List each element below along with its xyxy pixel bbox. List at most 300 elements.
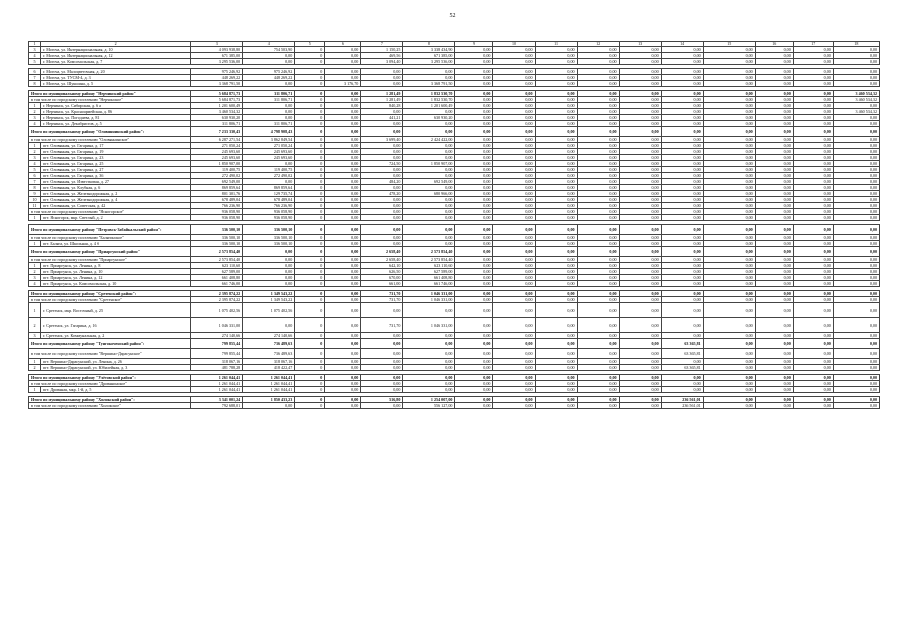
value-cell-col-14: 0,00 xyxy=(661,53,703,59)
value-cell-col-16: 0,00 xyxy=(755,263,793,269)
value-cell-col-11: 0,00 xyxy=(535,81,577,87)
value-cell-col-11: 0,00 xyxy=(535,269,577,275)
value-cell-col-5: 0 xyxy=(295,387,325,393)
value-cell-col-3: 481 788,28 xyxy=(191,365,243,371)
value-cell-col-14: 0,00 xyxy=(661,203,703,209)
value-cell-col-6: 0,00 xyxy=(325,121,361,127)
value-cell-col-7: 2 658,40 xyxy=(361,247,403,257)
value-cell-col-10: 0,00 xyxy=(493,161,535,167)
value-cell-col-7: 3 699,40 xyxy=(361,137,403,143)
value-cell-col-11: 0,00 xyxy=(535,97,577,103)
value-cell-col-11: 0,00 xyxy=(535,247,577,257)
value-cell-col-15: 0,00 xyxy=(703,209,755,215)
value-cell-col-7: 731,70 xyxy=(361,318,403,333)
value-cell-col-5: 0 xyxy=(295,291,325,297)
value-cell-col-18: 0,00 xyxy=(833,75,879,81)
value-cell-col-4: 736 489,63 xyxy=(243,339,295,349)
address-cell: пгт. Оловянная, ул. Гагарина, д. 17 xyxy=(41,143,191,149)
value-cell-col-4: 1 261 044,41 xyxy=(243,387,295,393)
value-cell-col-17: 0,00 xyxy=(793,197,833,203)
value-cell-col-5: 0 xyxy=(295,318,325,333)
value-cell-col-7: 661,00 xyxy=(361,281,403,287)
value-cell-col-4: 0,00 xyxy=(243,275,295,281)
value-cell-col-10: 0,00 xyxy=(493,235,535,241)
value-cell-col-7: 441,21 xyxy=(361,115,403,121)
address-cell: пгт. Ясногорск, мкр. Светлый, д. 2 xyxy=(41,215,191,221)
address-cell: пгт. Баляга, ул. Школьная, д. 4 б xyxy=(41,241,191,247)
value-cell-col-8: 623 110,60 xyxy=(403,263,455,269)
value-cell-col-5: 0 xyxy=(295,381,325,387)
value-cell-col-12: 0,00 xyxy=(577,103,619,109)
value-cell-col-13: 0,00 xyxy=(619,281,661,287)
value-cell-col-15: 0,00 xyxy=(703,155,755,161)
value-cell-col-12: 0,00 xyxy=(577,263,619,269)
value-cell-col-14: 0,00 xyxy=(661,161,703,167)
value-cell-col-18: 0,00 xyxy=(833,339,879,349)
value-cell-col-13: 0,00 xyxy=(619,59,661,65)
column-header-4: 4 xyxy=(243,42,295,47)
column-header-10: 10 xyxy=(493,42,535,47)
value-cell-col-12: 0,00 xyxy=(577,215,619,221)
value-cell-col-18: 0,00 xyxy=(833,103,879,109)
value-cell-col-14: 0,00 xyxy=(661,387,703,393)
value-cell-col-16: 0,00 xyxy=(755,179,793,185)
column-header-17: 17 xyxy=(793,42,833,47)
value-cell-col-4: 1 349 543,22 xyxy=(243,297,295,303)
value-cell-col-16: 0,00 xyxy=(755,191,793,197)
value-cell-col-7: 0,00 xyxy=(361,215,403,221)
value-cell-col-9: 0,00 xyxy=(455,349,493,359)
value-cell-col-4: 0,00 xyxy=(243,59,295,65)
value-cell-col-5: 0 xyxy=(295,149,325,155)
subtotal-row xyxy=(29,127,880,137)
address-cell: пгт. Оловянная, ул. Гагарина, д. 27 xyxy=(41,167,191,173)
value-cell-col-11: 0,00 xyxy=(535,291,577,297)
value-cell-col-5: 0 xyxy=(295,155,325,161)
value-cell-col-13: 0,00 xyxy=(619,167,661,173)
value-cell-col-7: 731,70 xyxy=(361,291,403,297)
value-cell-col-16: 0,00 xyxy=(755,137,793,143)
value-cell-col-5: 0 xyxy=(295,167,325,173)
value-cell-col-13: 0,00 xyxy=(619,225,661,235)
value-cell-col-8: 0,00 xyxy=(403,121,455,127)
value-cell-col-9: 0,00 xyxy=(455,303,493,318)
value-cell-col-12: 0,00 xyxy=(577,59,619,65)
value-cell-col-12: 0,00 xyxy=(577,381,619,387)
value-cell-col-11: 0,00 xyxy=(535,75,577,81)
subtotal-label: Итого по муниципальному району "Хилокский район": xyxy=(29,397,191,403)
value-cell-col-13: 0,00 xyxy=(619,241,661,247)
value-cell-col-3: 1 261 044,41 xyxy=(191,381,243,387)
value-cell-col-11: 0,00 xyxy=(535,149,577,155)
value-cell-col-11: 0,00 xyxy=(535,403,577,409)
value-cell-col-3: 274 140,66 xyxy=(191,333,243,339)
subtotal-label: в том числе по городскому поселению "Хилокское" xyxy=(29,403,191,409)
value-cell-col-9: 0,00 xyxy=(455,203,493,209)
address-cell: г. Могоча, ул. ТУСМ-4, д. 3 xyxy=(41,75,191,81)
value-cell-col-14: 0,00 xyxy=(661,318,703,333)
value-cell-col-14: 0,00 xyxy=(661,225,703,235)
subtotal-row xyxy=(29,339,880,349)
value-cell-col-17: 0,00 xyxy=(793,97,833,103)
value-cell-col-14: 0,00 xyxy=(661,241,703,247)
value-cell-col-6: 0,00 xyxy=(325,263,361,269)
value-cell-col-16: 0,00 xyxy=(755,318,793,333)
value-cell-col-5: 0 xyxy=(295,241,325,247)
value-cell-col-16: 0,00 xyxy=(755,149,793,155)
value-cell-col-13: 0,00 xyxy=(619,69,661,75)
row-number: 1 xyxy=(29,103,41,109)
value-cell-col-10: 0,00 xyxy=(493,365,535,371)
address-cell: пгт. Оловянная, ул. Клубная, д. 6 xyxy=(41,185,191,191)
value-cell-col-3: 936 058,90 xyxy=(191,215,243,221)
value-cell-col-18: 0,00 xyxy=(833,297,879,303)
column-header-3: 3 xyxy=(191,42,243,47)
value-cell-col-14: 0,00 xyxy=(661,81,703,87)
value-cell-col-4: 418 422,47 xyxy=(243,365,295,371)
value-cell-col-7: 0,00 xyxy=(361,365,403,371)
value-cell-col-9: 0,00 xyxy=(455,297,493,303)
column-header-7: 7 xyxy=(361,42,403,47)
value-cell-col-9: 0,00 xyxy=(455,109,493,115)
value-cell-col-13: 0,00 xyxy=(619,191,661,197)
value-cell-col-3: 869 859,64 xyxy=(191,185,243,191)
value-cell-col-16: 0,00 xyxy=(755,281,793,287)
value-cell-col-11: 0,00 xyxy=(535,167,577,173)
value-cell-col-7: 0,00 xyxy=(361,149,403,155)
value-cell-col-3: 1 261 044,41 xyxy=(191,387,243,393)
value-cell-col-13: 0,00 xyxy=(619,121,661,127)
value-cell-col-10: 0,00 xyxy=(493,167,535,173)
value-cell-col-10: 0,00 xyxy=(493,339,535,349)
value-cell-col-16: 0,00 xyxy=(755,161,793,167)
value-cell-col-4: 0,00 xyxy=(243,81,295,87)
value-cell-col-18: 0,00 xyxy=(833,263,879,269)
value-cell-col-11: 0,00 xyxy=(535,375,577,381)
value-cell-col-10: 0,00 xyxy=(493,143,535,149)
value-cell-col-17: 0,00 xyxy=(793,349,833,359)
value-cell-col-4: 311 806,71 xyxy=(243,91,295,97)
value-cell-col-13: 0,00 xyxy=(619,109,661,115)
value-cell-col-6: 0,00 xyxy=(325,191,361,197)
value-cell-col-17: 0,00 xyxy=(793,167,833,173)
value-cell-col-4: 936 058,90 xyxy=(243,209,295,215)
value-cell-col-10: 0,00 xyxy=(493,387,535,393)
subtotal-label: Итого по муниципальному району "Оловяннинский район": xyxy=(29,127,191,137)
value-cell-col-13: 0,00 xyxy=(619,185,661,191)
value-cell-col-8: 1 046 331,00 xyxy=(403,291,455,297)
value-cell-col-12: 0,00 xyxy=(577,69,619,75)
row-number: 3 xyxy=(29,115,41,121)
value-cell-col-18: 0,00 xyxy=(833,269,879,275)
value-cell-col-17: 0,00 xyxy=(793,257,833,263)
value-cell-col-9: 0,00 xyxy=(455,81,493,87)
value-cell-col-12: 0,00 xyxy=(577,387,619,393)
value-cell-col-14: 0,00 xyxy=(661,281,703,287)
value-cell-col-18: 0,00 xyxy=(833,203,879,209)
value-cell-col-10: 0,00 xyxy=(493,103,535,109)
value-cell-col-17: 0,00 xyxy=(793,143,833,149)
value-cell-col-7: 724,50 xyxy=(361,161,403,167)
value-cell-col-13: 0,00 xyxy=(619,53,661,59)
column-header-11: 11 xyxy=(535,42,577,47)
value-cell-col-11: 0,00 xyxy=(535,161,577,167)
value-cell-col-3: 336 500,10 xyxy=(191,225,243,235)
value-cell-col-11: 0,00 xyxy=(535,209,577,215)
value-cell-col-14: 63 365,81 xyxy=(661,339,703,349)
value-cell-col-9: 0,00 xyxy=(455,318,493,333)
value-cell-col-10: 0,00 xyxy=(493,225,535,235)
value-cell-col-18: 0,00 xyxy=(833,397,879,403)
value-cell-col-16: 0,00 xyxy=(755,365,793,371)
value-cell-col-6: 0,00 xyxy=(325,241,361,247)
value-cell-col-6: 0,00 xyxy=(325,69,361,75)
row-number: 2 xyxy=(29,365,41,371)
value-cell-col-16: 0,00 xyxy=(755,167,793,173)
row-number: 3 xyxy=(29,275,41,281)
value-cell-col-14: 0,00 xyxy=(661,191,703,197)
value-cell-col-17: 0,00 xyxy=(793,115,833,121)
value-cell-col-4: 311 806,71 xyxy=(243,121,295,127)
value-cell-col-15: 0,00 xyxy=(703,403,755,409)
value-cell-col-12: 0,00 xyxy=(577,359,619,365)
value-cell-col-6: 0,00 xyxy=(325,387,361,393)
row-number: 2 xyxy=(29,318,41,333)
value-cell-col-7: 0,00 xyxy=(361,121,403,127)
value-cell-col-9: 0,00 xyxy=(455,215,493,221)
value-cell-col-5: 0 xyxy=(295,215,325,221)
value-cell-col-18: 0,00 xyxy=(833,121,879,127)
value-cell-col-7: 0,00 xyxy=(361,387,403,393)
value-cell-col-13: 0,00 xyxy=(619,115,661,121)
value-cell-col-9: 0,00 xyxy=(455,127,493,137)
value-cell-col-4: 1 349 543,22 xyxy=(243,291,295,297)
row-number: 4 xyxy=(29,161,41,167)
value-cell-col-14: 0,00 xyxy=(661,381,703,387)
value-cell-col-7: 3 094,40 xyxy=(361,59,403,65)
value-cell-col-9: 0,00 xyxy=(455,257,493,263)
value-cell-col-18: 0,00 xyxy=(833,155,879,161)
value-cell-col-11: 0,00 xyxy=(535,137,577,143)
value-cell-col-17: 0,00 xyxy=(793,365,833,371)
row-number: 4 xyxy=(29,121,41,127)
value-cell-col-7: 0,00 xyxy=(361,303,403,318)
value-cell-col-5: 0 xyxy=(295,203,325,209)
value-cell-col-4: 336 500,10 xyxy=(243,235,295,241)
value-cell-col-5: 0 xyxy=(295,333,325,339)
value-cell-col-3: 3 460 534,32 xyxy=(191,109,243,115)
value-cell-col-15: 0,00 xyxy=(703,47,755,53)
value-cell-col-9: 0,00 xyxy=(455,103,493,109)
value-cell-col-16: 0,00 xyxy=(755,333,793,339)
table-row xyxy=(29,318,880,333)
value-cell-col-14: 0,00 xyxy=(661,303,703,318)
value-cell-col-9: 0,00 xyxy=(455,225,493,235)
value-cell-col-14: 0,00 xyxy=(661,91,703,97)
value-cell-col-8: 0,00 xyxy=(403,215,455,221)
value-cell-col-17: 0,00 xyxy=(793,81,833,87)
value-cell-col-12: 0,00 xyxy=(577,75,619,81)
value-cell-col-4: 336 500,10 xyxy=(243,241,295,247)
address-cell: пгт. Вершино-Дарасунский, ул. Ленина, д. 26 xyxy=(41,359,191,365)
value-cell-col-4: 0,00 xyxy=(243,257,295,263)
value-cell-col-8: 0,00 xyxy=(403,75,455,81)
value-cell-col-3: 1 201 600,49 xyxy=(191,103,243,109)
value-cell-col-17: 0,00 xyxy=(793,339,833,349)
value-cell-col-12: 0,00 xyxy=(577,281,619,287)
subtotal-label: в том числе по городскому поселению "Оловяннинское" xyxy=(29,137,191,143)
value-cell-col-15: 0,00 xyxy=(703,381,755,387)
value-cell-col-11: 0,00 xyxy=(535,281,577,287)
value-cell-col-10: 0,00 xyxy=(493,209,535,215)
value-cell-col-16: 0,00 xyxy=(755,75,793,81)
value-cell-col-9: 0,00 xyxy=(455,247,493,257)
value-cell-col-18: 0,00 xyxy=(833,115,879,121)
value-cell-col-18: 0,00 xyxy=(833,349,879,359)
value-cell-col-9: 0,00 xyxy=(455,397,493,403)
value-cell-col-12: 0,00 xyxy=(577,225,619,235)
value-cell-col-9: 0,00 xyxy=(455,241,493,247)
address-cell: г. Нерчинск, ул. Сибирская, д. 6 а xyxy=(41,103,191,109)
value-cell-col-5: 0 xyxy=(295,121,325,127)
value-cell-col-12: 0,00 xyxy=(577,109,619,115)
value-cell-col-4: 0,00 xyxy=(243,161,295,167)
value-cell-col-18: 0,00 xyxy=(833,81,879,87)
value-cell-col-13: 0,00 xyxy=(619,269,661,275)
value-cell-col-11: 0,00 xyxy=(535,91,577,97)
value-cell-col-16: 0,00 xyxy=(755,303,793,318)
column-header-6: 6 xyxy=(325,42,361,47)
value-cell-col-11: 0,00 xyxy=(535,179,577,185)
value-cell-col-12: 0,00 xyxy=(577,143,619,149)
value-cell-col-3: 448 269,22 xyxy=(191,75,243,81)
value-cell-col-16: 0,00 xyxy=(755,173,793,179)
value-cell-col-15: 0,00 xyxy=(703,137,755,143)
value-cell-col-9: 0,00 xyxy=(455,149,493,155)
value-cell-col-7: 2 658,40 xyxy=(361,257,403,263)
value-cell-col-10: 0,00 xyxy=(493,127,535,137)
value-cell-col-15: 0,00 xyxy=(703,191,755,197)
value-cell-col-11: 0,00 xyxy=(535,109,577,115)
value-cell-col-16: 0,00 xyxy=(755,127,793,137)
value-cell-col-13: 0,00 xyxy=(619,403,661,409)
value-cell-col-15: 0,00 xyxy=(703,185,755,191)
value-cell-col-9: 0,00 xyxy=(455,115,493,121)
value-cell-col-17: 0,00 xyxy=(793,263,833,269)
value-cell-col-7: 0,00 xyxy=(361,381,403,387)
value-cell-col-4: 0,00 xyxy=(243,281,295,287)
row-number: 1 xyxy=(29,241,41,247)
value-cell-col-5: 0 xyxy=(295,235,325,241)
row-number: 3 xyxy=(29,47,41,53)
value-cell-col-8: 0,00 xyxy=(403,185,455,191)
value-cell-col-12: 0,00 xyxy=(577,91,619,97)
value-cell-col-8: 671 385,00 xyxy=(403,53,455,59)
value-cell-col-13: 0,00 xyxy=(619,247,661,257)
value-cell-col-8: 0,00 xyxy=(403,155,455,161)
value-cell-col-12: 0,00 xyxy=(577,375,619,381)
value-cell-col-10: 0,00 xyxy=(493,318,535,333)
value-cell-col-3: 2 573 854,40 xyxy=(191,257,243,263)
value-cell-col-6: 0,00 xyxy=(325,115,361,121)
value-cell-col-7: 478,20 xyxy=(361,191,403,197)
value-cell-col-7: 0,00 xyxy=(361,173,403,179)
value-cell-col-14: 0,00 xyxy=(661,333,703,339)
value-cell-col-11: 0,00 xyxy=(535,318,577,333)
value-cell-col-4: 3 862 849,54 xyxy=(243,137,295,143)
value-cell-col-5: 0 xyxy=(295,365,325,371)
value-cell-col-10: 0,00 xyxy=(493,349,535,359)
value-cell-col-17: 0,00 xyxy=(793,69,833,75)
value-cell-col-12: 0,00 xyxy=(577,403,619,409)
value-cell-col-18: 0,00 xyxy=(833,161,879,167)
value-cell-col-8: 661 408,80 xyxy=(403,275,455,281)
value-cell-col-6: 0,00 xyxy=(325,197,361,203)
value-cell-col-7: 0,00 xyxy=(361,75,403,81)
value-cell-col-18: 0,00 xyxy=(833,381,879,387)
value-cell-col-6: 0,00 xyxy=(325,209,361,215)
value-cell-col-6: 0,00 xyxy=(325,235,361,241)
value-cell-col-5: 0 xyxy=(295,115,325,121)
value-cell-col-18: 0,00 xyxy=(833,247,879,257)
value-cell-col-9: 0,00 xyxy=(455,191,493,197)
value-cell-col-14: 0,00 xyxy=(661,127,703,137)
value-cell-col-6: 0,00 xyxy=(325,47,361,53)
value-cell-col-3: 4 093 938,80 xyxy=(191,47,243,53)
row-number: 10 xyxy=(29,197,41,203)
value-cell-col-17: 0,00 xyxy=(793,59,833,65)
value-cell-col-4: 245 693,60 xyxy=(243,155,295,161)
value-cell-col-7: 0,00 xyxy=(361,375,403,381)
value-cell-col-12: 0,00 xyxy=(577,397,619,403)
value-cell-col-13: 0,00 xyxy=(619,297,661,303)
row-number: 7 xyxy=(29,179,41,185)
value-cell-col-16: 0,00 xyxy=(755,209,793,215)
value-cell-col-7: 0,00 xyxy=(361,69,403,75)
value-cell-col-17: 0,00 xyxy=(793,381,833,387)
value-cell-col-10: 0,00 xyxy=(493,257,535,263)
value-cell-col-14: 236 561,01 xyxy=(661,397,703,403)
value-cell-col-15: 0,00 xyxy=(703,225,755,235)
value-cell-col-9: 0,00 xyxy=(455,173,493,179)
value-cell-col-12: 0,00 xyxy=(577,275,619,281)
value-cell-col-13: 0,00 xyxy=(619,127,661,137)
value-cell-col-3: 271 050,24 xyxy=(191,143,243,149)
value-cell-col-8: 0,00 xyxy=(403,203,455,209)
value-cell-col-9: 0,00 xyxy=(455,69,493,75)
address-cell: г. Могоча, ул. Комсомольская, д. 7 xyxy=(41,59,191,65)
value-cell-col-17: 0,00 xyxy=(793,235,833,241)
value-cell-col-15: 0,00 xyxy=(703,303,755,318)
value-cell-col-4: 336 500,10 xyxy=(243,225,295,235)
value-cell-col-9: 0,00 xyxy=(455,235,493,241)
value-cell-col-9: 0,00 xyxy=(455,359,493,365)
value-cell-col-12: 0,00 xyxy=(577,203,619,209)
value-cell-col-18: 0,00 xyxy=(833,235,879,241)
value-cell-col-3: 5 684 871,73 xyxy=(191,97,243,103)
value-cell-col-8: 1 832 530,70 xyxy=(403,97,455,103)
value-cell-col-6: 0,00 xyxy=(325,127,361,137)
value-cell-col-14: 0,00 xyxy=(661,121,703,127)
value-cell-col-13: 0,00 xyxy=(619,97,661,103)
value-cell-col-13: 0,00 xyxy=(619,75,661,81)
value-cell-col-14: 0,00 xyxy=(661,297,703,303)
value-cell-col-10: 0,00 xyxy=(493,191,535,197)
value-cell-col-5: 0 xyxy=(295,75,325,81)
value-cell-col-8: 1 850 907,00 xyxy=(403,161,455,167)
value-cell-col-6: 0,00 xyxy=(325,167,361,173)
address-cell: пгт. Оловянная, ул. Гагарина, д. 25 xyxy=(41,161,191,167)
